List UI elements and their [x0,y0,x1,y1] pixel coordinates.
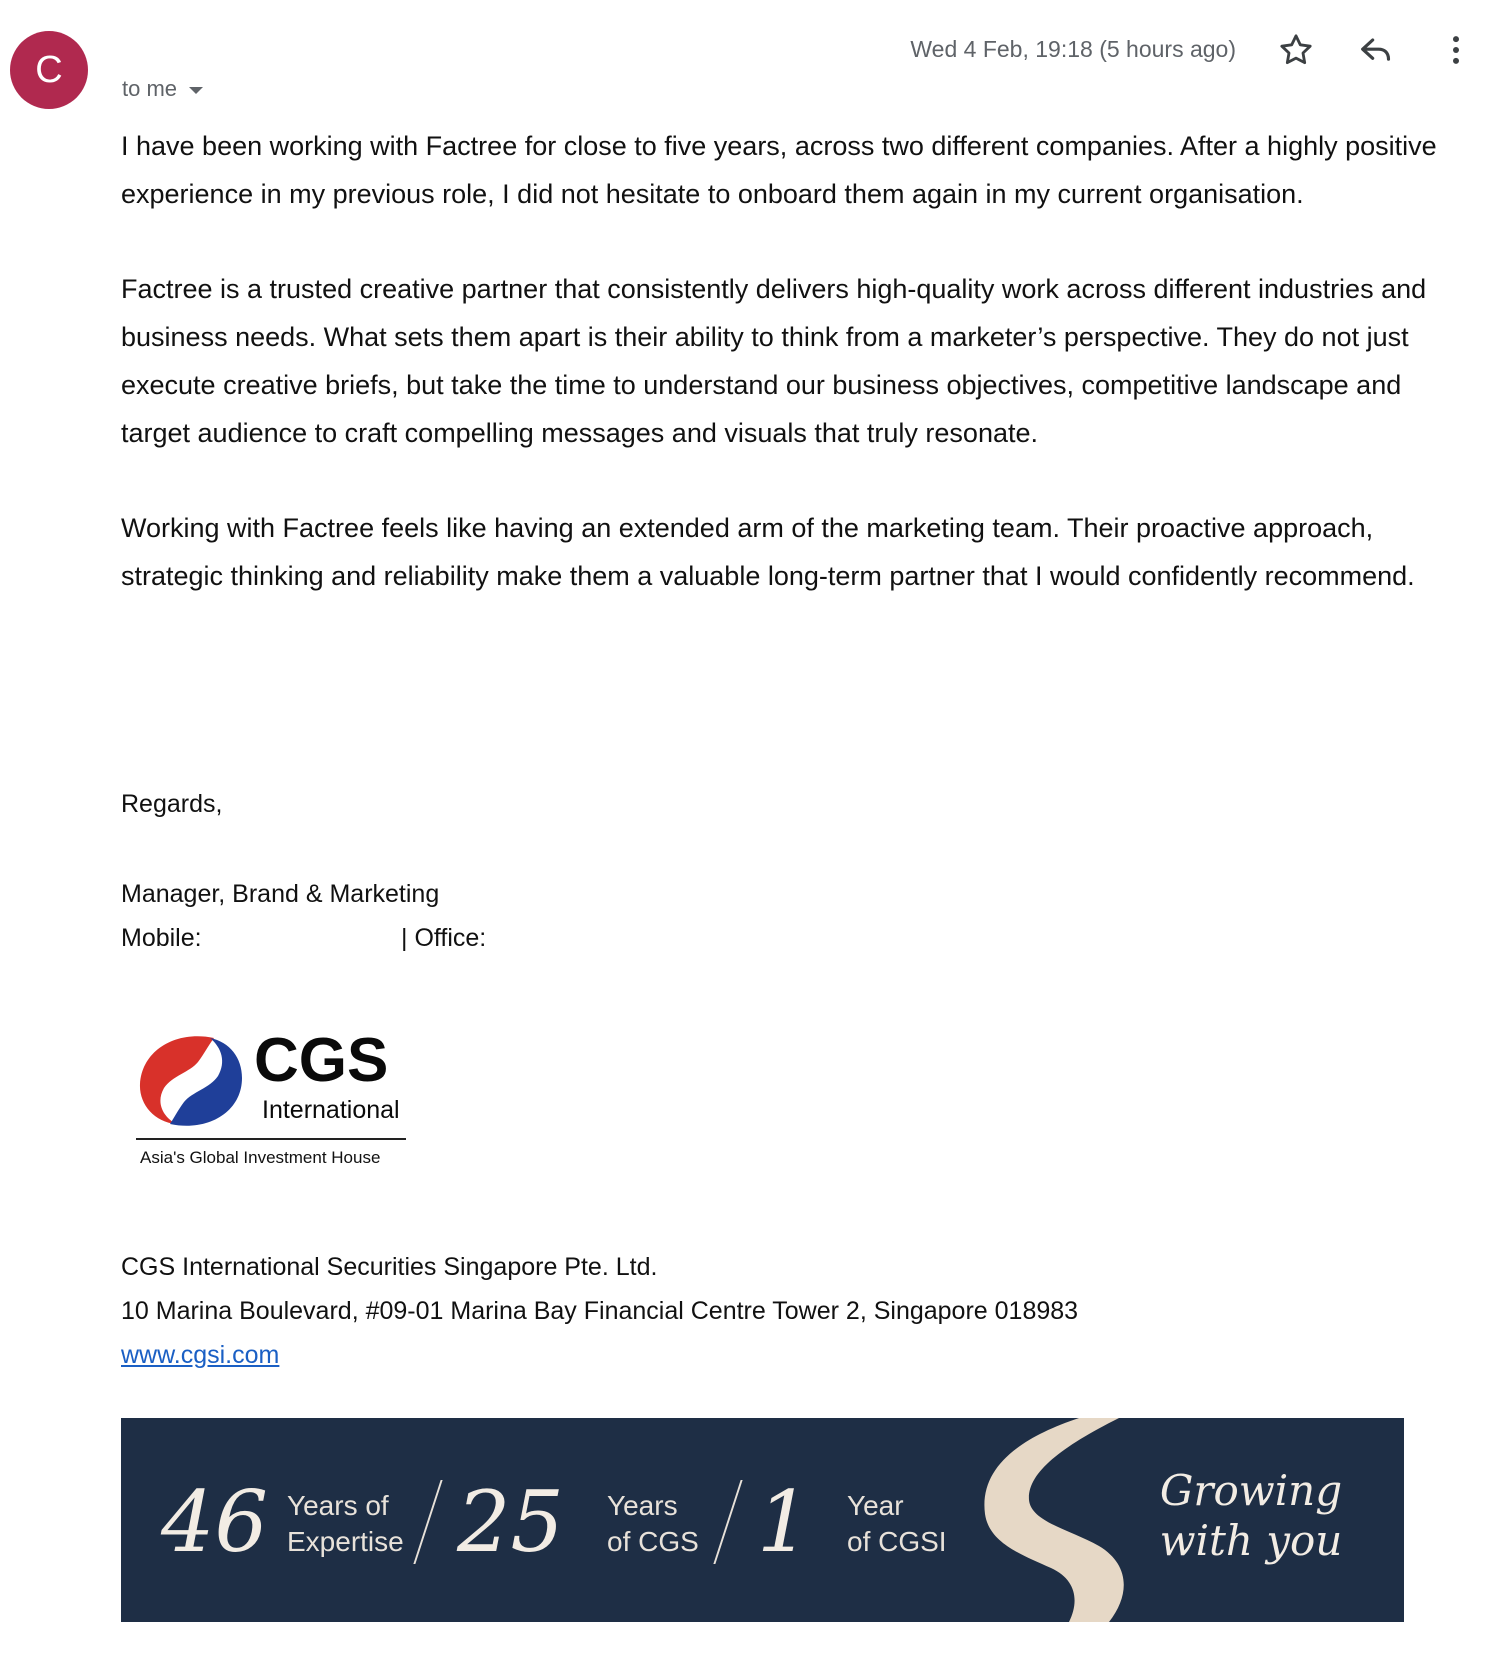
stat-number: 25 [457,1473,564,1571]
body-paragraph: Factree is a trusted creative partner that consistently delivers high-quality work across different industries and business needs. What sets them apart is their ability to think from a marketer’s perspective. They do not just execute creative briefs, but take the time to understand our business objectives, competitive landscape and target audience to craft compelling messages and visuals that truly resonate. [121,274,1427,448]
website-link[interactable]: www.cgsi.com [121,1341,280,1369]
divider-slash [413,1480,442,1564]
sender-avatar[interactable] [10,31,88,109]
stat-number: 46 [161,1473,268,1571]
body-paragraph: Working with Factree feels like having an extended arm of the marketing team. Their proactive approach, strategic thinking and reliability make them a valuable long-term partner that I would confidently recommend. [121,513,1415,591]
slogan-line: with you [1159,1516,1343,1565]
office-label: | Office: [401,924,487,952]
mobile-label: Mobile: [121,924,202,952]
chevron-down-icon [189,87,203,94]
anniversary-banner [121,1418,1404,1622]
more-vert-icon[interactable] [1436,30,1476,70]
email-timestamp: Wed 4 Feb, 19:18 (5 hours ago) [910,36,1236,62]
cgs-swoosh-icon [136,1032,246,1132]
recipient-details-toggle[interactable] [122,76,203,102]
stat-label [287,1488,404,1560]
email-body [121,122,1471,647]
body-paragraph: I have been working with Factree for close to five years, across two different companies. After a highly positive experience in my previous role, I did not hesitate to onboard them again in my current organisation. [121,131,1437,209]
logo-wordmark: CGS [254,1026,389,1095]
logo-subtitle: International [262,1096,400,1124]
logo-divider [136,1138,406,1140]
company-address: 10 Marina Boulevard, #09-01 Marina Bay Financial Centre Tower 2, Singapore 018983 [121,1297,1079,1325]
banner-slogan [1151,1466,1351,1566]
reply-icon[interactable] [1356,30,1396,70]
slogan-line: Growing [1159,1466,1343,1515]
stat-label-line: Year [847,1490,904,1521]
stat-label-line: Years of [287,1490,389,1521]
closing-text: Regards, [121,790,223,818]
divider-slash [713,1480,742,1564]
cgs-logo [136,1028,426,1178]
logo-tagline: Asia's Global Investment House [140,1148,381,1167]
recipient-label: to me [122,76,178,101]
banner-swoosh-icon [959,1418,1139,1622]
signature-contact [121,924,487,953]
stat-label [847,1488,947,1560]
stat-label-line: Years [607,1490,678,1521]
stat-number: 1 [757,1473,811,1571]
stat-label-line: of CGS [607,1526,699,1557]
company-name: CGS International Securities Singapore Pte. Ltd. [121,1253,658,1281]
stat-label [607,1488,699,1560]
stat-label-line: of CGSI [847,1526,947,1557]
signature-title: Manager, Brand & Marketing [121,880,440,908]
stat-label-line: Expertise [287,1526,404,1557]
star-icon[interactable] [1276,30,1316,70]
avatar-letter: C [35,48,63,91]
